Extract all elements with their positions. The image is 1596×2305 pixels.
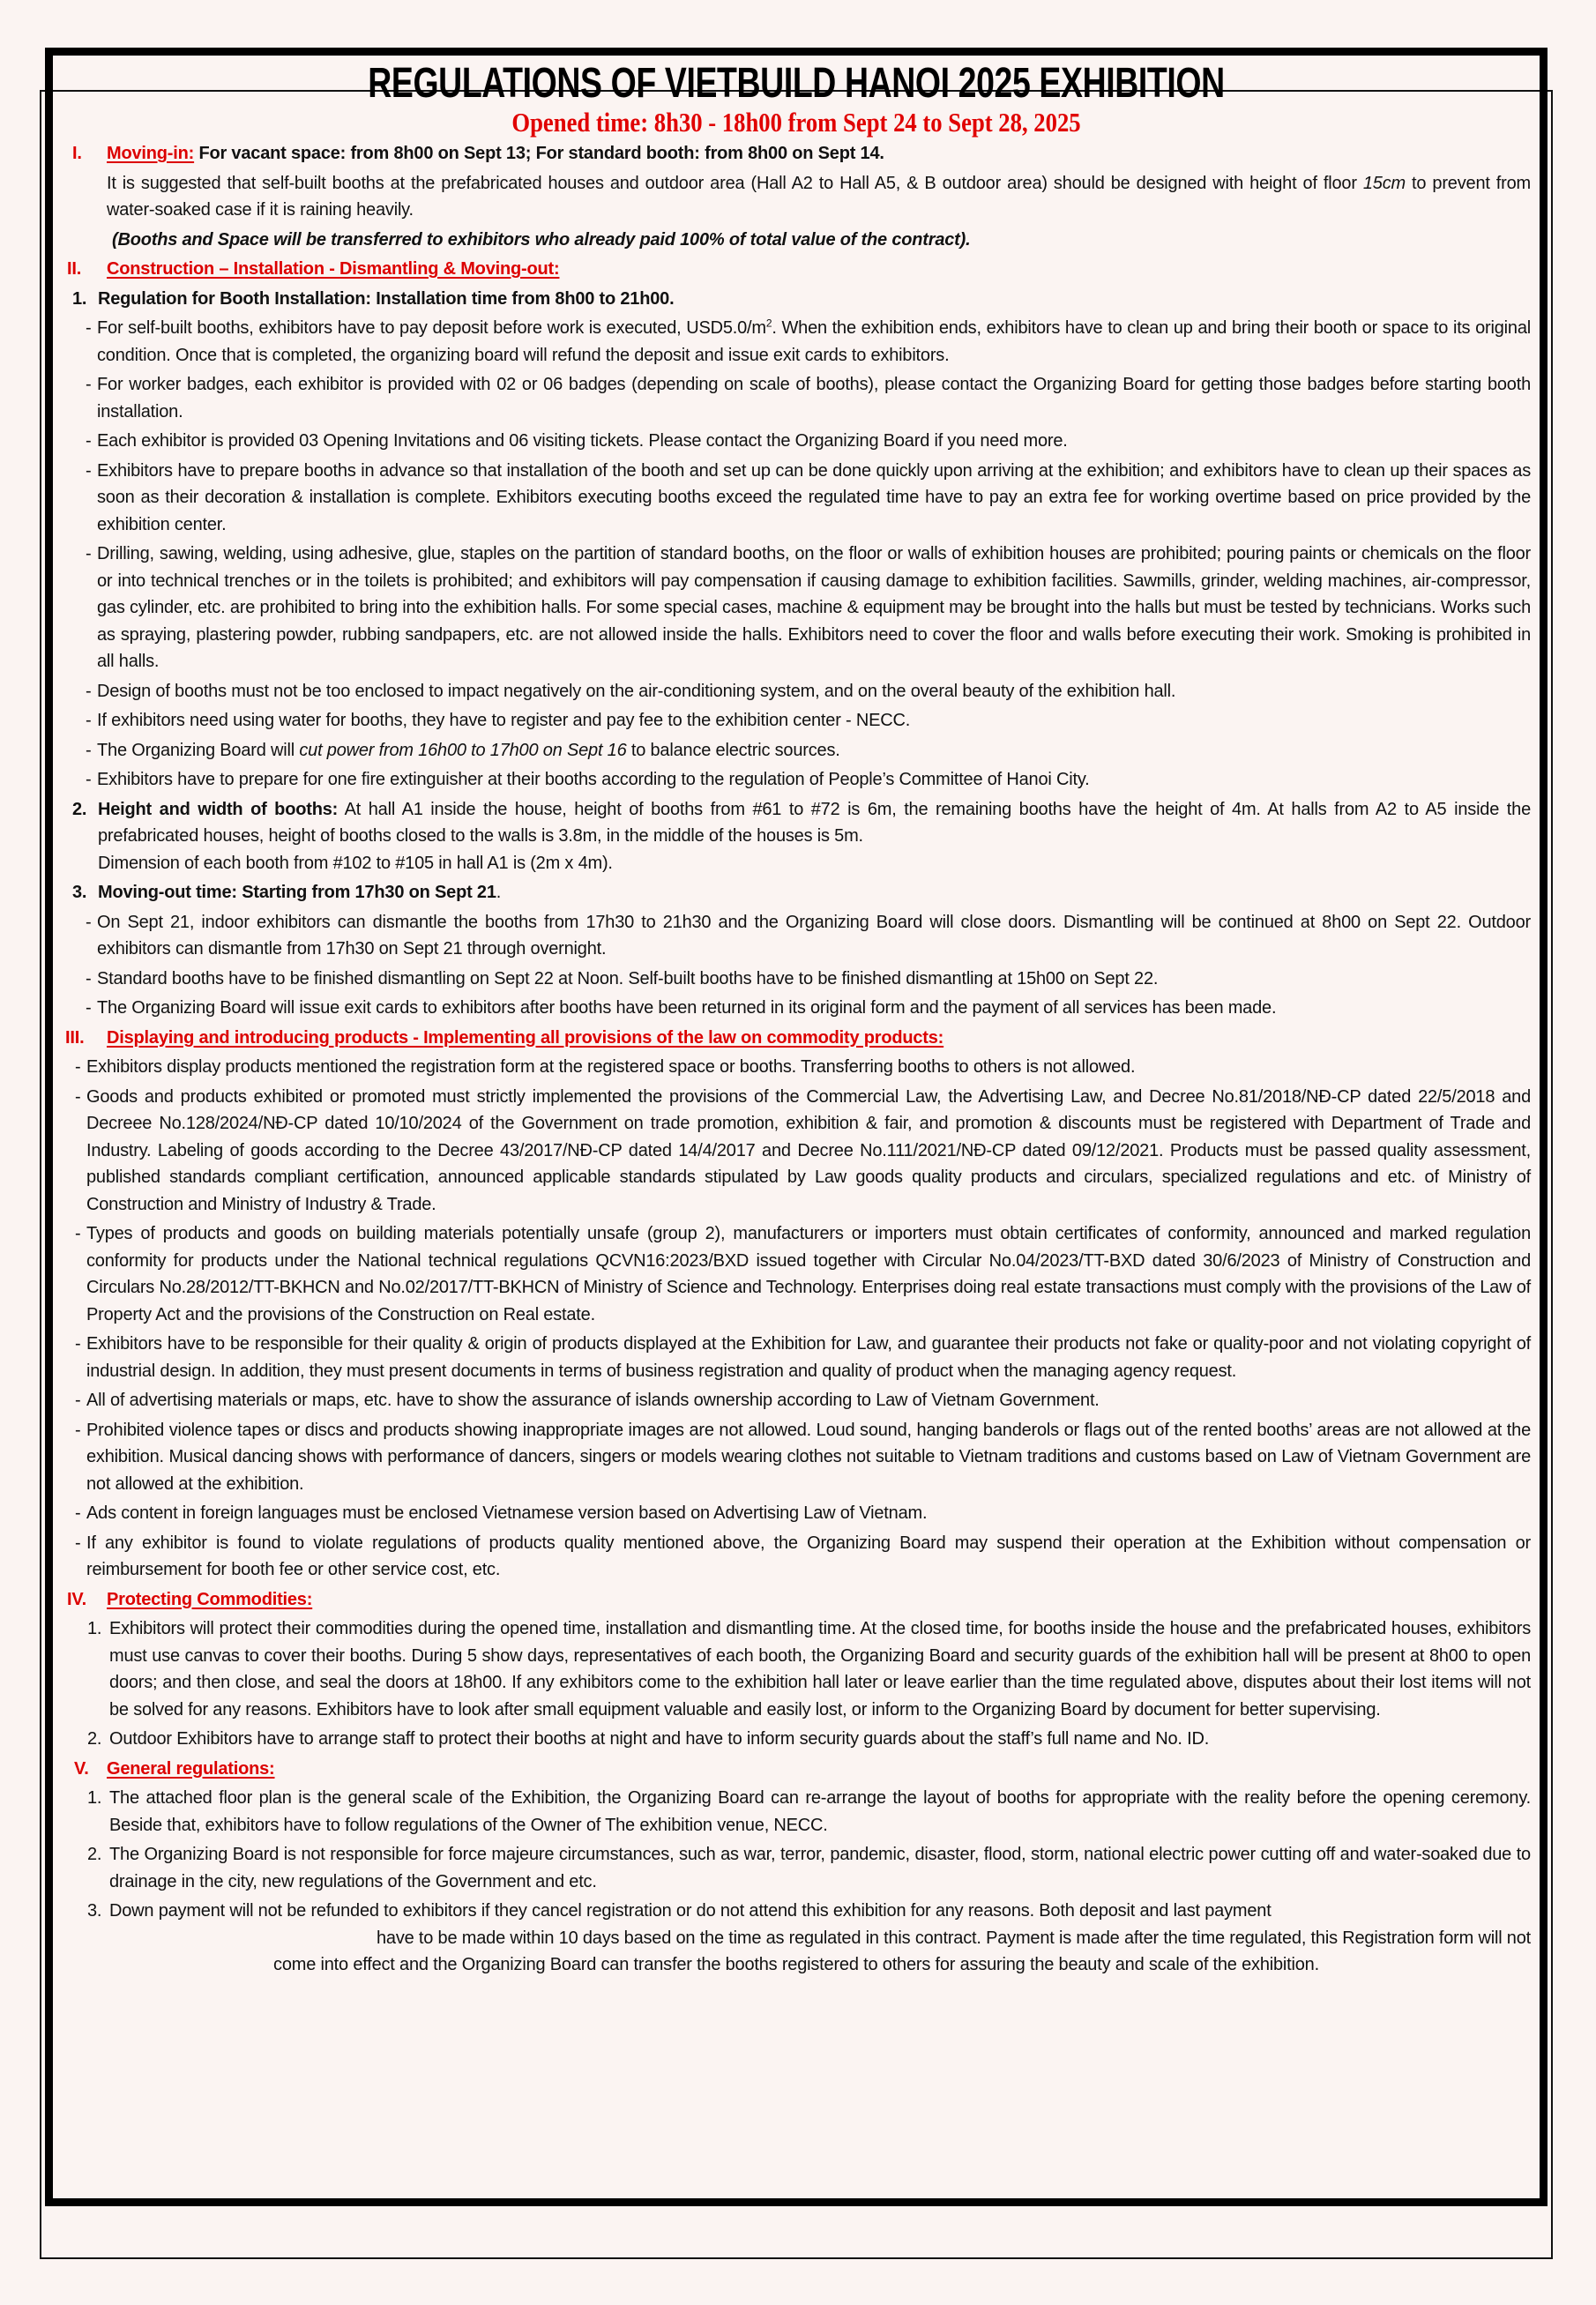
bullet-dash: - — [86, 318, 92, 338]
booth-height-paragraph — [62, 796, 1531, 850]
list-item — [62, 1530, 1531, 1584]
bullet-dash: - — [75, 1334, 81, 1354]
list-item — [62, 909, 1531, 963]
section-heading: Protecting Commodities: — [107, 1589, 313, 1609]
bullet-dash: - — [86, 431, 92, 451]
list-item — [62, 766, 1531, 794]
item-text: The attached floor plan is the general scale of the Exhibition, the Organizing Board can re-arrange the layout of booths for appropriate with the reality before the opening ceremony. Beside that, exhibitors have to follow regulations of the Owner of The exhibition venue, NECC. — [109, 1788, 1531, 1835]
list-item — [62, 1785, 1531, 1839]
section-heading-line — [62, 140, 1531, 168]
item-text: The Organizing Board is not responsible for force majeure circumstances, such as war, terror, pandemic, disaster, flood, storm, national electric power cutting off and water-soaked due to drainage in the city, new regulations of the Government and etc. — [109, 1845, 1531, 1891]
bullet-text — [97, 315, 1531, 369]
section-heading: Displaying and introducing products - Implementing all provisions of the law on commodity products: — [107, 1027, 944, 1048]
text: Exhibitors have to prepare for one fire extinguisher at their booths according to the regulation of People’s Committee of Hanoi City. — [97, 770, 1090, 789]
item-text: Exhibitors will protect their commodities during the opened time, installation and dismantling time. At the closed time, for booths inside the house and the prefabricated houses, exhibitors must use canvas to cover their booths. During 5 show days, representatives of each booth, the Organizing Board and security guards of the exhibition hall will be present at 8h00 to open doors; and then close, and seal the doors at 18h00. If any exhibitors come to the exhibition hall later or leave earlier than the time regulated above, disputes about their lost items will not be solved for any reasons. Exhibitors have to look after small equipment valuable and easily lost, or inform to the Organizing Board by document for better supervising. — [109, 1619, 1531, 1719]
section-moving-in — [62, 140, 1531, 253]
list-item — [62, 1387, 1531, 1414]
bullet-dash: - — [86, 998, 92, 1018]
bullet-text: The Organizing Board will issue exit cards to exhibitors after booths have been returned in its original form and the payment of all services has been made. — [97, 998, 1277, 1018]
section-number: I. — [72, 144, 82, 163]
item-number: 1. — [87, 1619, 102, 1638]
bullet-text: Exhibitors have to be responsible for their quality & origin of products displayed at the Exhibition for Law, and guarantee their products not fake or quality-poor and not violating copyright of industrial design. In addition, they must present documents in terms of business registration and quality of product when the managing agency request. — [86, 1334, 1531, 1381]
section-construction — [62, 256, 1531, 1022]
item-title: Moving-out time: Starting from 17h30 on Sept 21 — [98, 883, 496, 902]
bullet-dash: - — [75, 1391, 81, 1410]
bullet-dash: - — [86, 968, 92, 988]
list-item — [62, 1841, 1531, 1895]
bullet-dash: - — [86, 460, 92, 481]
list-item — [62, 541, 1531, 675]
list-item — [62, 1331, 1531, 1384]
installation-bullets — [62, 315, 1531, 794]
bullet-dash: - — [86, 740, 92, 760]
list-item — [62, 1615, 1531, 1723]
section-heading: Moving-in: — [107, 144, 195, 163]
section-number: V. — [74, 1758, 89, 1779]
item-row — [62, 1951, 1531, 1979]
text: Design of booths must not be too enclosed to impact negatively on the air-conditioning system, and on the overal beauty of the exhibition hall. — [97, 681, 1176, 701]
section-number: IV. — [67, 1589, 87, 1609]
bullet-dash: - — [75, 1503, 81, 1523]
bullet-text — [97, 458, 1531, 539]
text: . When the exhibition ends, exhibitors have to clean up and bring their booth or space to its original condition. Once that is completed, the organizing board will refund the deposit and issue exit cards to exhibitors. — [97, 318, 1531, 365]
item-row — [62, 1898, 1531, 1925]
text: For worker badges, each exhibitor is provided with 02 or 06 badges (depending on scale of booths), please contact the Organizing Board for getting those badges before starting booth installation. — [97, 375, 1531, 421]
text: Exhibitors have to prepare booths in advance so that installation of the booth and set up can be done quickly upon arriving at the exhibition; and exhibitors have to clean up their spaces as soon as their decoration & installation is complete. Exhibitors executing booths exceed the regulated time have to pay an extra fee for working overtime based on price provided by the exhibition center. — [97, 460, 1531, 534]
bullet-dash: - — [86, 770, 92, 789]
bullet-text — [97, 541, 1531, 675]
text: to prevent from water-soaked case if it is raining heavily. — [107, 173, 1532, 220]
list-item — [62, 428, 1531, 455]
section-number: II. — [67, 259, 82, 279]
bullet-text: All of advertising materials or maps, etc. have to show the assurance of islands ownership according to Law of Vietnam Government. — [86, 1391, 1100, 1410]
list-item — [62, 737, 1531, 765]
text: to balance electric sources. — [626, 740, 840, 760]
section-heading-line — [62, 1756, 1531, 1783]
list-item — [62, 1726, 1531, 1753]
item-title-line — [62, 879, 1531, 906]
item-row — [62, 1925, 1531, 1952]
bullet-dash: - — [75, 1224, 81, 1243]
list-item — [62, 458, 1531, 539]
section-heading: Construction – Installation - Dismantling & Moving-out: — [107, 259, 560, 279]
item-text: Outdoor Exhibitors have to arrange staff to protect their booths at night and have to inform security guards about the staff’s full name and No. ID. — [109, 1729, 1210, 1749]
bullet-text — [97, 428, 1531, 455]
list-item — [62, 1084, 1531, 1219]
list-item — [62, 315, 1531, 369]
list-item — [62, 1417, 1531, 1498]
text: . — [496, 883, 502, 902]
bullet-text: Ads content in foreign languages must be enclosed Vietnamese version based on Advertising Law of Vietnam. — [86, 1503, 928, 1523]
section-number: III. — [65, 1027, 85, 1048]
section-displaying-products — [62, 1025, 1531, 1584]
text: Each exhibitor is provided 03 Opening Invitations and 06 visiting tickets. Please contact the Organizing Board if you need more. — [97, 431, 1068, 451]
item-number: 1. — [72, 288, 87, 309]
text: For self-built booths, exhibitors have to pay deposit before work is executed, USD5.0/m — [97, 318, 766, 338]
text: At hall A1 inside the house, height of booths from #61 to #72 is 6m, the remaining booths have the height of 4m. At halls from A2 to A5 inside the prefabricated houses, height of booths closed to the walls is 3.8m, in the middle of the houses is 5m. — [98, 799, 1531, 846]
bullet-text: Prohibited violence tapes or discs and products showing inappropriate images are not allowed. Loud sound, hanging banderols or flags out of the rented booths’ areas are not allowed at the exhibition. Musical dancing shows with performance of dancers, singers or models wearing clothes not suitable to Vietnam traditions and customs based on Law of Vietnam Government are not allowed at the exhibition. — [86, 1420, 1531, 1494]
text: If exhibitors need using water for booths, they have to register and pay fee to the exhibition center - NECC. — [97, 711, 911, 730]
list-item — [62, 678, 1531, 705]
item-number: 2. — [87, 1845, 102, 1864]
bullet-dash: - — [86, 711, 92, 730]
item-number: 3. — [87, 1901, 102, 1921]
list-item — [62, 707, 1531, 735]
text: It is suggested that self-built booths at the prefabricated houses and outdoor area (Hall A2 to Hall A5, & B outdoor area) should be designed with height of floor — [107, 173, 1363, 193]
item-number: 1. — [87, 1788, 102, 1808]
bullet-dash: - — [86, 912, 92, 932]
section-heading-line — [62, 256, 1531, 283]
list-item — [62, 966, 1531, 993]
moving-in-dates: For vacant space: from 8h00 on Sept 13; For standard booth: from 8h00 on Sept 14. — [194, 144, 884, 163]
item-line: come into effect and the Organizing Board can transfer the booths registered to others for assuring the beauty and scale of the exhibition. — [273, 1955, 1319, 1974]
section-protecting-commodities — [62, 1586, 1531, 1753]
transfer-note-row — [62, 227, 1531, 254]
bullet-text: Standard booths have to be finished dismantling on Sept 22 at Noon. Self-built booths have to be finished dismantling at 15h00 on Sept 22. — [97, 968, 1159, 988]
opening-time-subtitle: Opened time: 8h30 - 18h00 from Sept 24 to Sept 28, 2025 — [511, 107, 1081, 138]
item-title-line — [62, 286, 1531, 313]
list-item — [62, 1500, 1531, 1527]
item-line: have to be made within 10 days based on the time as regulated in this contract. Payment is made after the time regulated, this Registration form will not — [377, 1928, 1531, 1948]
paragraph — [62, 170, 1531, 224]
general-items — [62, 1785, 1531, 1895]
list-item — [62, 1220, 1531, 1328]
bullet-text — [97, 737, 1531, 765]
bullet-text — [97, 678, 1531, 705]
protecting-items — [62, 1615, 1531, 1753]
section-general-regulations — [62, 1756, 1531, 1979]
bullet-dash: - — [86, 544, 92, 563]
item-number: 2. — [72, 799, 87, 819]
section-heading: General regulations: — [107, 1758, 275, 1779]
item-number: 2. — [87, 1729, 102, 1749]
bullet-dash: - — [86, 375, 92, 394]
item-number: 3. — [72, 883, 87, 902]
bullet-dash: - — [75, 1086, 81, 1107]
section-heading-line — [62, 1025, 1531, 1052]
bullet-text: Goods and products exhibited or promoted must strictly implemented the provisions of the Commercial Law, the Advertising Law, and Decree No.81/2018/NĐ-CP dated 22/5/2018 and Decreee No.128/2024/NĐ-CP dated 10/10/2024 of the Government on trade promotion, exhibition & fair, and promotion & discounts must be registered with Department of Trade and Industry. Labeling of goods according to the Decree 43/2017/NĐ-CP dated 14/4/2017 and Decree No.111/2021/NĐ-CP dated 09/12/2021. Products must be passed quality assessment, published standards compliant certification, announced applicable standards stipulated by Law goods quality products and circulars, specialized regulations and etc. of Ministry of Construction and Ministry of Industry & Trade. — [86, 1086, 1531, 1214]
emphasis: 15cm — [1362, 173, 1406, 193]
bullet-dash: - — [75, 1057, 81, 1077]
item-title: Regulation for Booth Installation: Installation time from 8h00 to 21h00. — [98, 288, 675, 309]
item-title: Height and width of booths: — [98, 799, 339, 819]
bullet-text: On Sept 21, indoor exhibitors can dismantle the booths from 17h30 to 21h30 and the Organizing Board will close doors. Dismantling will be continued at 8h00 on Sept 22. Outdoor exhibitors can dismantle from 17h30 on Sept 21 through overnight. — [97, 912, 1531, 959]
page-border-inner — [45, 48, 1548, 2206]
booth-dimension-row — [62, 850, 1531, 877]
bullet-text: If any exhibitor is found to violate regulations of products quality mentioned above, the Organizing Board may suspend their operation at the Exhibition without compensation or reimbursement for booth fee or other service cost, etc. — [86, 1533, 1531, 1579]
bullet-text — [97, 371, 1531, 425]
section-heading-line — [62, 1586, 1531, 1614]
emphasis: cut power from 16h00 to 17h00 on Sept 16 — [299, 740, 627, 760]
booth-dimension: Dimension of each booth from #102 to #105 in hall A1 is (2m x 4m). — [98, 853, 613, 873]
bullet-dash: - — [75, 1420, 81, 1440]
bullet-text — [97, 766, 1531, 794]
bullet-dash: - — [75, 1533, 81, 1553]
transfer-note: (Booths and Space will be transferred to exhibitors who already paid 100% of total value of the contract). — [112, 229, 971, 250]
product-bullets — [62, 1054, 1531, 1584]
bullet-dash: - — [86, 681, 92, 701]
list-item — [62, 1054, 1531, 1081]
item-line: Down payment will not be refunded to exhibitors if they cancel registration or do not attend this exhibition for any reasons. Both deposit and last payment — [109, 1901, 1272, 1921]
bullet-text: Types of products and goods on building materials potentially unsafe (group 2), manufacturers or importers must obtain certificates of conformity, announced and marked regulation conformity for products under the National technical regulations QCVN16:2023/BXD issued together with Circular No.04/2023/TT-BXD dated 30/6/2023 of Ministry of Construction and Circulars No.28/2012/TT-BKHCN and No.02/2017/TT-BKHCN of Ministry of Science and Technology. Enterprises doing real estate transactions must comply with the provisions of the Law of Property Act and the provisions of the Construction on Real estate. — [86, 1224, 1531, 1324]
list-item — [62, 371, 1531, 425]
moving-out-bullets — [62, 909, 1531, 1022]
page-title: REGULATIONS OF VIETBUILD HANOI 2025 EXHIBITION — [368, 60, 1225, 107]
bullet-text: Exhibitors display products mentioned the registration form at the registered space or booths. Transferring booths to others is not allowed. — [86, 1057, 1136, 1077]
superscript: 2 — [765, 317, 772, 330]
list-item — [62, 995, 1531, 1022]
text: Drilling, sawing, welding, using adhesive, glue, staples on the partition of standard booths, on the floor or walls of exhibition houses are prohibited; pouring paints or chemicals on the floor or into technical trenches or in the toilets is prohibited; and exhibitors will pay compensation if causing damage to exhibition facilities. Sawmills, grinder, welding machines, air-compressor, gas cylinder, etc. are prohibited to bring into the exhibition halls. For some special cases, machine & equipment may be brought into the halls but must be tested by technicians. Works such as spraying, plastering powder, rubbing sandpapers, etc. are not allowed inside the halls. Exhibitors need to cover the floor and walls before executing their work. Smoking is prohibited in all halls. — [97, 544, 1531, 671]
text: The Organizing Board will — [97, 740, 300, 760]
bullet-text — [97, 707, 1531, 735]
